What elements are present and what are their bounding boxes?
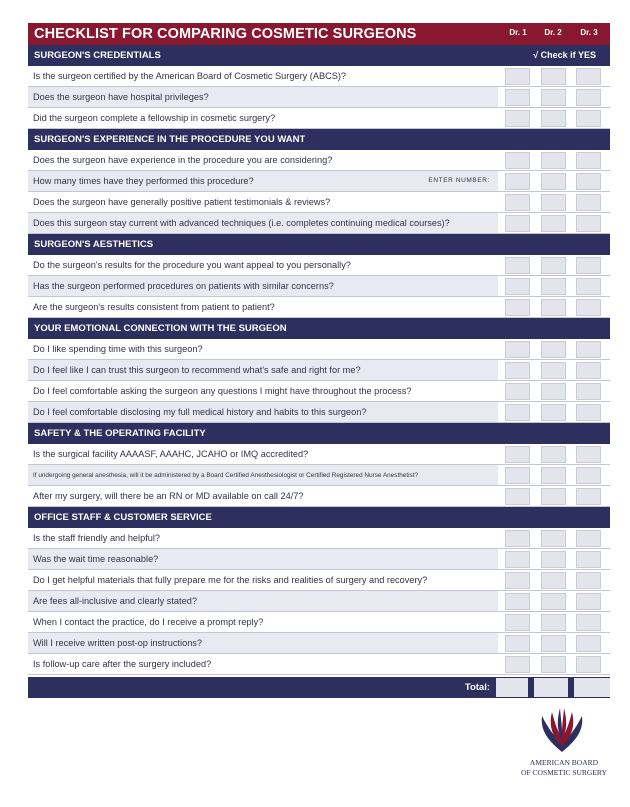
question-row bbox=[28, 528, 610, 549]
question-cell bbox=[28, 297, 498, 317]
checkbox-dr2[interactable] bbox=[541, 152, 566, 169]
section-heading bbox=[28, 423, 610, 444]
question-cell bbox=[28, 255, 498, 275]
total-dr2-field[interactable] bbox=[534, 678, 568, 697]
checkbox-dr2[interactable] bbox=[541, 362, 566, 379]
question-text: Does this surgeon stay current with advanced techniques (i.e. completes continuing medical courses)? bbox=[33, 218, 450, 228]
checkbox-dr2[interactable] bbox=[541, 110, 566, 127]
question-cell bbox=[28, 192, 498, 212]
section-heading-text: SURGEON'S EXPERIENCE IN THE PROCEDURE YOU WANT bbox=[34, 134, 306, 145]
checkbox-dr2[interactable] bbox=[541, 173, 566, 190]
checkbox-dr2[interactable] bbox=[541, 614, 566, 631]
question-row bbox=[28, 465, 610, 486]
question-row bbox=[28, 570, 610, 591]
checkbox-dr2[interactable] bbox=[541, 530, 566, 547]
checkbox-dr2[interactable] bbox=[541, 194, 566, 211]
checkbox-dr2[interactable] bbox=[541, 383, 566, 400]
logo-text-line1: AMERICAN BOARD bbox=[529, 758, 599, 767]
total-dr3-field[interactable] bbox=[574, 678, 610, 697]
page-title: CHECKLIST FOR COMPARING COSMETIC SURGEONS bbox=[34, 26, 417, 42]
checkbox-dr2[interactable] bbox=[541, 446, 566, 463]
question-text: After my surgery, will there be an RN or MD available on call 24/7? bbox=[33, 491, 304, 501]
question-cell bbox=[28, 402, 498, 422]
checkbox-dr1[interactable] bbox=[505, 278, 530, 295]
question-text: Do I feel like I can trust this surgeon to recommend what's safe and right for me? bbox=[33, 365, 361, 375]
question-row bbox=[28, 402, 610, 423]
checkbox-dr3[interactable] bbox=[576, 68, 601, 85]
question-cell bbox=[28, 87, 498, 107]
checkbox-dr1[interactable] bbox=[505, 362, 530, 379]
checkbox-dr2[interactable] bbox=[541, 404, 566, 421]
checkbox-dr3[interactable] bbox=[576, 194, 601, 211]
checkbox-dr2[interactable] bbox=[541, 488, 566, 505]
total-row bbox=[28, 677, 610, 698]
question-cell bbox=[28, 381, 498, 401]
question-text: Does the surgeon have experience in the procedure you are considering? bbox=[33, 155, 333, 165]
question-text: Is the surgical facility AAAASF, AAAHC, JCAHO or IMQ accredited? bbox=[33, 449, 309, 459]
checkbox-dr2[interactable] bbox=[541, 593, 566, 610]
question-cell bbox=[28, 171, 498, 191]
question-row bbox=[28, 276, 610, 297]
checkbox-dr1[interactable] bbox=[505, 299, 530, 316]
checkbox-dr1[interactable] bbox=[505, 110, 530, 127]
question-text: Is follow-up care after the surgery included? bbox=[33, 659, 212, 669]
question-row bbox=[28, 87, 610, 108]
question-cell bbox=[28, 612, 498, 632]
checkbox-dr1[interactable] bbox=[505, 173, 530, 190]
checkbox-dr3[interactable] bbox=[576, 257, 601, 274]
question-row bbox=[28, 339, 610, 360]
question-cell bbox=[28, 570, 498, 590]
question-cell bbox=[28, 549, 498, 569]
checkbox-dr1[interactable] bbox=[505, 257, 530, 274]
checkbox-dr1[interactable] bbox=[505, 89, 530, 106]
checkbox-dr2[interactable] bbox=[541, 551, 566, 568]
question-text: Will I receive written post-op instructions? bbox=[33, 638, 203, 648]
title-bar bbox=[28, 23, 610, 45]
question-row bbox=[28, 633, 610, 654]
question-cell bbox=[28, 360, 498, 380]
checkbox-dr3[interactable] bbox=[576, 110, 601, 127]
checkbox-dr1[interactable] bbox=[505, 383, 530, 400]
question-cell bbox=[28, 276, 498, 296]
section-heading bbox=[28, 318, 610, 339]
checkbox-dr1[interactable] bbox=[505, 152, 530, 169]
abcs-logo bbox=[518, 702, 618, 802]
question-cell bbox=[28, 654, 498, 674]
question-row bbox=[28, 591, 610, 612]
checkbox-dr2[interactable] bbox=[541, 467, 566, 484]
checkbox-dr2[interactable] bbox=[541, 656, 566, 673]
checkbox-dr1[interactable] bbox=[505, 467, 530, 484]
checkbox-dr2[interactable] bbox=[541, 635, 566, 652]
logo-text-line2: OF COSMETIC SURGERY bbox=[521, 768, 607, 777]
section-heading-text: SURGEON'S AESTHETICS bbox=[34, 239, 154, 250]
question-text: Does the surgeon have generally positive patient testimonials & reviews? bbox=[33, 197, 331, 207]
checkbox-dr2[interactable] bbox=[541, 299, 566, 316]
question-text: Do I feel comfortable disclosing my full medical history and habits to this surgeon? bbox=[33, 407, 367, 417]
checkbox-dr3[interactable] bbox=[576, 488, 601, 505]
checkbox-dr2[interactable] bbox=[541, 215, 566, 232]
question-text: When I contact the practice, do I receive a prompt reply? bbox=[33, 617, 264, 627]
question-cell bbox=[28, 339, 498, 359]
column-header-dr2: Dr. 2 bbox=[544, 28, 562, 37]
checkbox-dr3[interactable] bbox=[576, 467, 601, 484]
question-text: Has the surgeon performed procedures on patients with similar concerns? bbox=[33, 281, 334, 291]
question-row bbox=[28, 255, 610, 276]
checkbox-dr2[interactable] bbox=[541, 572, 566, 589]
checkbox-dr1[interactable] bbox=[505, 593, 530, 610]
column-header-dr1: Dr. 1 bbox=[509, 28, 527, 37]
checkbox-dr1[interactable] bbox=[505, 488, 530, 505]
enter-number-label: ENTER NUMBER: bbox=[428, 177, 490, 184]
checkbox-dr2[interactable] bbox=[541, 341, 566, 358]
question-cell bbox=[28, 108, 498, 128]
question-row bbox=[28, 297, 610, 318]
section-heading bbox=[28, 234, 610, 255]
checkbox-dr2[interactable] bbox=[541, 89, 566, 106]
question-cell bbox=[28, 66, 498, 86]
checkbox-dr1[interactable] bbox=[505, 68, 530, 85]
question-row bbox=[28, 612, 610, 633]
checkbox-dr3[interactable] bbox=[576, 299, 601, 316]
total-dr1-field[interactable] bbox=[496, 678, 528, 697]
check-if-yes-label: √ Check if YES bbox=[533, 50, 596, 60]
checkbox-dr3[interactable] bbox=[576, 593, 601, 610]
question-text: Do I feel comfortable asking the surgeon any questions I might have throughout the process? bbox=[33, 386, 412, 396]
question-row bbox=[28, 444, 610, 465]
question-cell bbox=[28, 486, 498, 506]
section-heading-text: SAFETY & THE OPERATING FACILITY bbox=[34, 428, 206, 439]
checkbox-dr3[interactable] bbox=[576, 383, 601, 400]
total-label: Total: bbox=[464, 682, 490, 693]
column-header-dr3: Dr. 3 bbox=[580, 28, 598, 37]
checkbox-dr3[interactable] bbox=[576, 362, 601, 379]
checkbox-dr1[interactable] bbox=[505, 614, 530, 631]
question-cell bbox=[28, 633, 498, 653]
checkbox-dr3[interactable] bbox=[576, 341, 601, 358]
question-cell bbox=[28, 213, 498, 233]
checkbox-dr3[interactable] bbox=[576, 572, 601, 589]
section-heading bbox=[28, 507, 610, 528]
checkbox-dr3[interactable] bbox=[576, 215, 601, 232]
question-row bbox=[28, 549, 610, 570]
question-text: Did the surgeon complete a fellowship in cosmetic surgery? bbox=[33, 113, 276, 123]
checkbox-dr1[interactable] bbox=[505, 656, 530, 673]
checkbox-dr2[interactable] bbox=[541, 257, 566, 274]
checkbox-dr3[interactable] bbox=[576, 530, 601, 547]
checkbox-dr1[interactable] bbox=[505, 215, 530, 232]
question-cell bbox=[28, 150, 498, 170]
checkbox-dr3[interactable] bbox=[576, 278, 601, 295]
question-row bbox=[28, 171, 610, 192]
checklist-sheet bbox=[28, 23, 610, 698]
question-text: Are the surgeon's results consistent from patient to patient? bbox=[33, 302, 275, 312]
checkbox-dr3[interactable] bbox=[576, 656, 601, 673]
question-row bbox=[28, 360, 610, 381]
checkbox-dr3[interactable] bbox=[576, 89, 601, 106]
question-text: Do the surgeon's results for the procedure you want appeal to you personally? bbox=[33, 260, 351, 270]
question-text: Do I like spending time with this surgeon? bbox=[33, 344, 203, 354]
question-row bbox=[28, 192, 610, 213]
checkbox-dr1[interactable] bbox=[505, 194, 530, 211]
checkbox-dr1[interactable] bbox=[505, 530, 530, 547]
question-text: Does the surgeon have hospital privileges? bbox=[33, 92, 209, 102]
question-row bbox=[28, 66, 610, 87]
checkbox-dr3[interactable] bbox=[576, 551, 601, 568]
question-cell bbox=[28, 528, 498, 548]
question-text: Was the wait time reasonable? bbox=[33, 554, 159, 564]
checkbox-dr2[interactable] bbox=[541, 278, 566, 295]
checkbox-dr3[interactable] bbox=[576, 614, 601, 631]
checkbox-dr3[interactable] bbox=[576, 173, 601, 190]
section-heading bbox=[28, 45, 610, 66]
question-text: Is the surgeon certified by the American Board of Cosmetic Surgery (ABCS)? bbox=[33, 71, 347, 81]
checkbox-dr1[interactable] bbox=[505, 341, 530, 358]
question-row bbox=[28, 150, 610, 171]
section-heading bbox=[28, 129, 610, 150]
checkbox-dr1[interactable] bbox=[505, 446, 530, 463]
section-heading-text: YOUR EMOTIONAL CONNECTION WITH THE SURGEON bbox=[34, 323, 287, 334]
question-text: Are fees all-inclusive and clearly stated? bbox=[33, 596, 197, 606]
question-cell bbox=[28, 444, 498, 464]
question-text: If undergoing general anesthesia, will it be administered by a Board Certified Anesthesiologist or Certified Registered Nurse Anesthetist? bbox=[33, 471, 419, 479]
checkbox-dr3[interactable] bbox=[576, 635, 601, 652]
question-row bbox=[28, 381, 610, 402]
checkbox-dr1[interactable] bbox=[505, 551, 530, 568]
question-row bbox=[28, 654, 610, 675]
question-row bbox=[28, 108, 610, 129]
section-heading-text: OFFICE STAFF & CUSTOMER SERVICE bbox=[34, 512, 212, 523]
question-text: How many times have they performed this procedure? bbox=[33, 176, 254, 186]
checkbox-dr1[interactable] bbox=[505, 572, 530, 589]
abcs-emblem-icon bbox=[532, 702, 592, 758]
question-cell bbox=[28, 591, 498, 611]
question-text: Is the staff friendly and helpful? bbox=[33, 533, 161, 543]
checkbox-dr1[interactable] bbox=[505, 404, 530, 421]
sections-container bbox=[28, 45, 610, 675]
question-row bbox=[28, 213, 610, 234]
question-cell bbox=[28, 465, 498, 485]
checkbox-dr2[interactable] bbox=[541, 68, 566, 85]
question-row bbox=[28, 486, 610, 507]
question-text: Do I get helpful materials that fully prepare me for the risks and realities of surgery and recovery? bbox=[33, 575, 428, 585]
checkbox-dr3[interactable] bbox=[576, 446, 601, 463]
checkbox-dr1[interactable] bbox=[505, 635, 530, 652]
checkbox-dr3[interactable] bbox=[576, 404, 601, 421]
checkbox-dr3[interactable] bbox=[576, 152, 601, 169]
section-heading-text: SURGEON'S CREDENTIALS bbox=[34, 50, 161, 61]
